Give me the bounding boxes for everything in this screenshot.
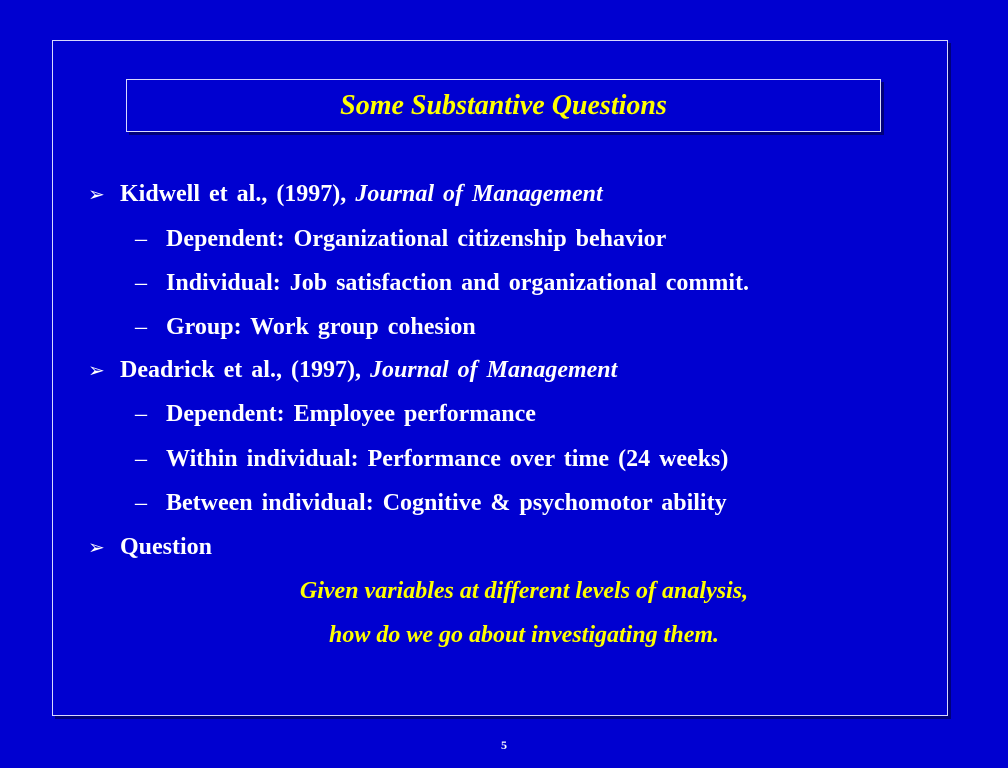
deadrick-between: Between individual: Cognitive & psychomotor ability xyxy=(166,490,727,516)
deadrick-citation: Deadrick et al., (1997), xyxy=(120,357,370,383)
question-line-2: how do we go about investigating them. xyxy=(328,622,720,648)
kidwell-group: Group: Work group cohesion xyxy=(166,314,476,340)
slide-title: Some Substantive Questions xyxy=(340,89,667,121)
dash-icon: – xyxy=(135,446,147,472)
bullet-arrow-icon: ➢ xyxy=(88,358,105,382)
deadrick-dependent: Dependent: Employee performance xyxy=(166,401,536,427)
deadrick-within: Within individual: Performance over time (24 weeks) xyxy=(166,446,729,472)
dash-icon: – xyxy=(135,270,147,296)
dash-icon: – xyxy=(135,401,147,427)
kidwell-citation: Kidwell et al., (1997), xyxy=(120,181,356,207)
bullet-arrow-icon: ➢ xyxy=(88,535,105,559)
kidwell-dependent: Dependent: Organizational citizenship behavior xyxy=(166,226,667,252)
kidwell-individual: Individual: Job satisfaction and organizational commit. xyxy=(166,270,750,296)
kidwell-heading xyxy=(120,180,603,208)
page-number: 5 xyxy=(501,738,507,752)
deadrick-heading xyxy=(120,356,617,384)
bullet-arrow-icon: ➢ xyxy=(88,182,105,206)
question-label: Question xyxy=(120,534,213,560)
deadrick-journal: Journal of Management xyxy=(369,357,618,383)
dash-icon: – xyxy=(135,226,147,252)
dash-icon: – xyxy=(135,490,147,516)
question-line-1: Given variables at different levels of analysis, xyxy=(299,578,749,604)
kidwell-journal: Journal of Management xyxy=(355,181,603,207)
dash-icon: – xyxy=(135,314,147,340)
